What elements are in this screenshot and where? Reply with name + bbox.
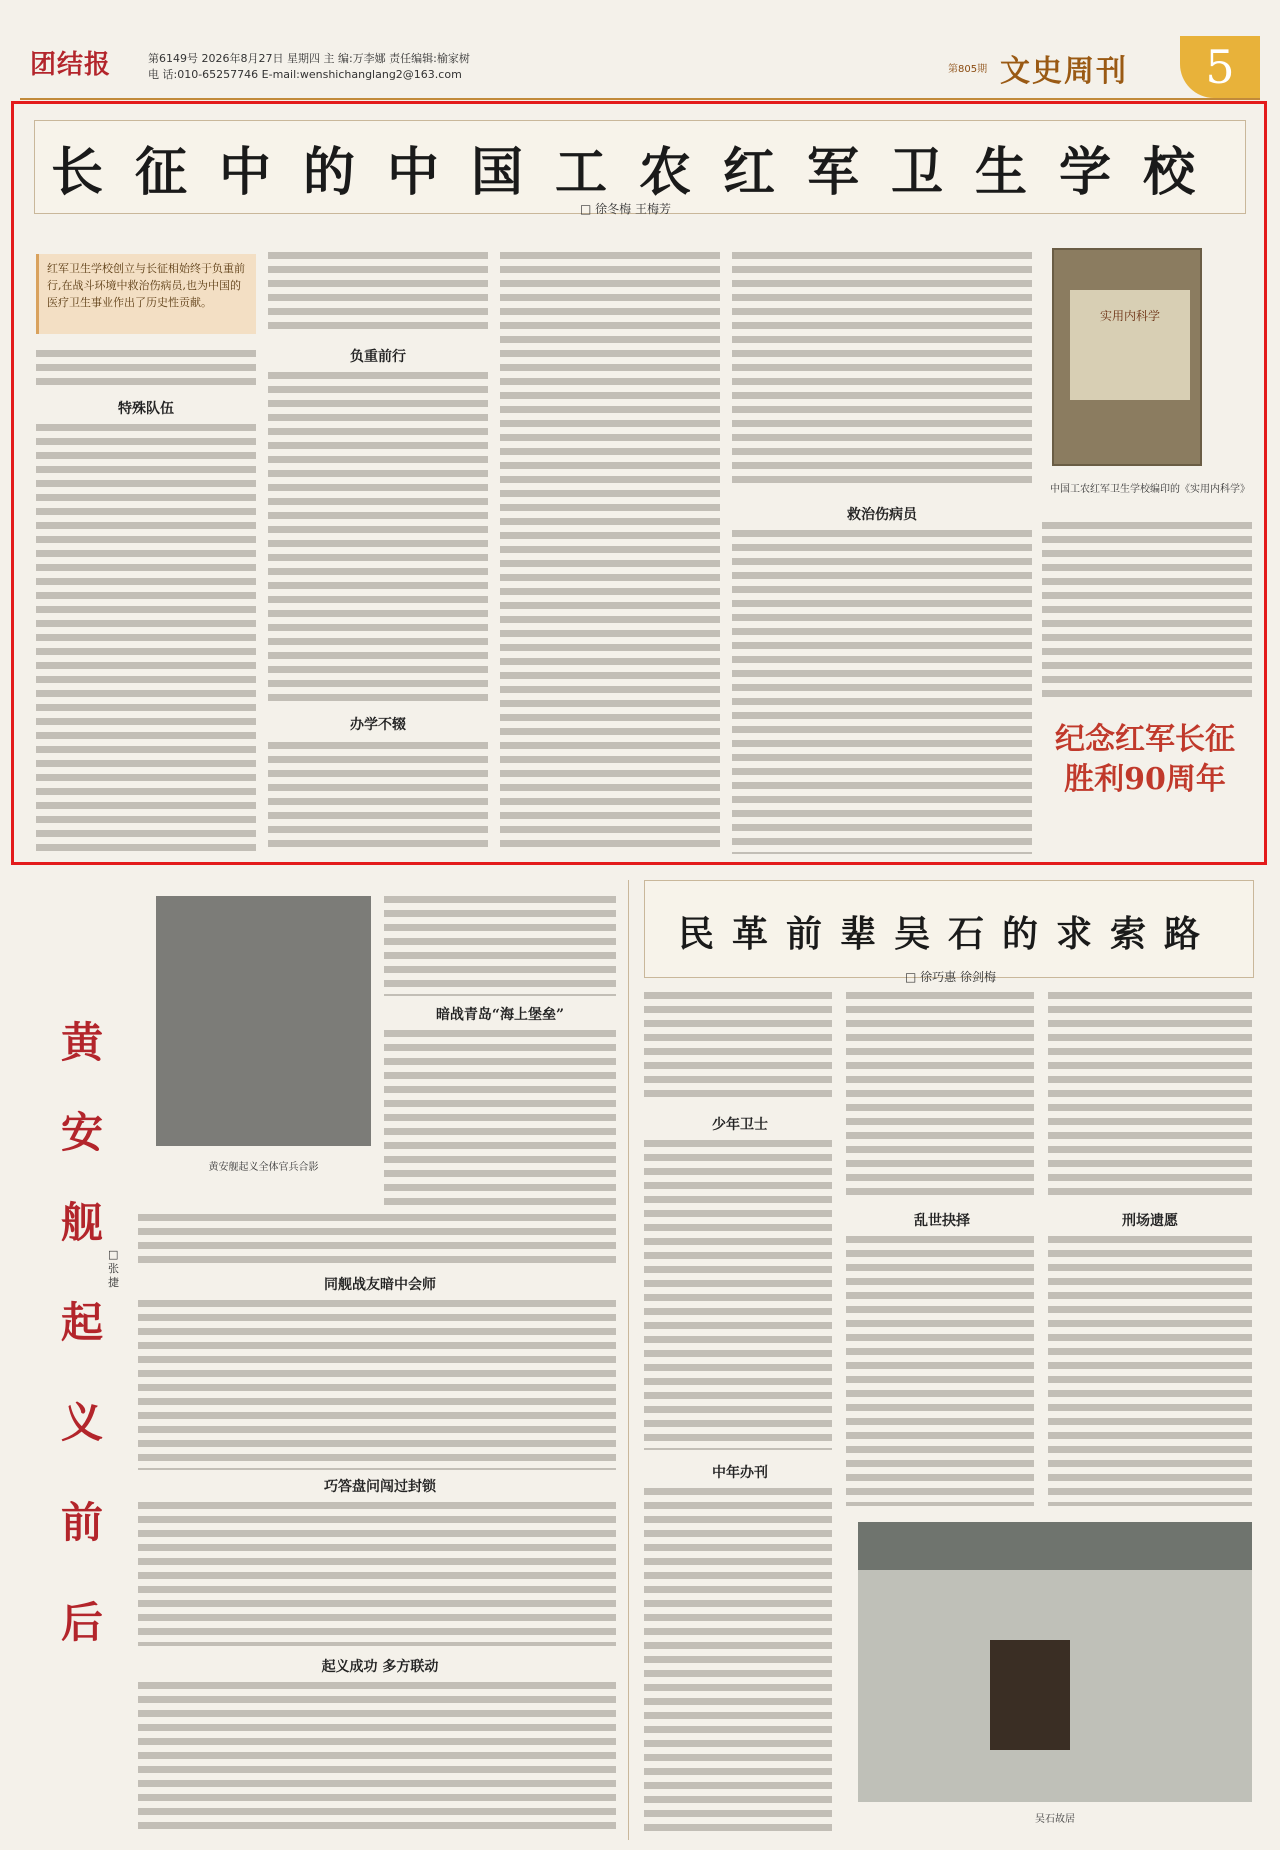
text-block [1048,1236,1252,1506]
group-photo [156,896,371,1146]
left-article-author: □张捷 [108,1248,119,1289]
top-article-headline: 长征中的中国工农红军卫生学校 [50,142,1227,203]
text-block [138,1300,616,1470]
text-block [384,1030,616,1210]
text-block [384,896,616,996]
side-title-char: 黄 [60,1018,103,1067]
subhead: 起义成功 多方联动 [321,1659,439,1675]
text-block [1042,522,1252,702]
side-title-char: 前 [60,1498,103,1547]
subhead: 办学不辍 [350,717,406,733]
text-block [138,1682,616,1832]
subhead: 同舰战友暗中会师 [324,1277,436,1293]
text-block [644,992,832,1104]
text-block [644,1488,832,1832]
subhead: 负重前行 [350,349,406,365]
text-block [268,742,488,854]
book-title-text: 实用内科学 [1099,309,1160,323]
text-block [268,372,488,704]
contact-meta: 电 话:010-65257746 E-mail:wenshichanglang2@163.com [148,68,462,81]
subhead: 特殊队伍 [118,401,174,417]
side-title-char: 安 [60,1108,103,1157]
group-photo-caption: 黄安舰起义全体官兵合影 [208,1162,319,1173]
text-block [846,992,1034,1198]
subhead: 少年卫士 [712,1117,768,1133]
text-block [138,1214,616,1264]
side-title-char: 起 [60,1298,103,1347]
text-block [732,530,1032,854]
page-number-badge: 5 [1180,36,1260,98]
text-block [36,424,256,854]
commemoration-line1: 纪念红军长征 [1055,722,1235,757]
subhead: 乱世抉择 [914,1213,970,1229]
side-title-char: 义 [60,1398,103,1447]
top-article-lead: 红军卫生学校创立与长征相始终于负重前行,在战斗环境中救治伤病员,也为中国的医疗卫生事业作出了历史性贡献。 [36,254,256,334]
edition-number: 第805期 [948,64,988,75]
column-divider [628,880,629,1840]
newspaper-logo: 团结报 [30,50,112,80]
subhead: 刑场遗愿 [1122,1213,1178,1229]
residence-roof [858,1522,1252,1570]
residence-photo-caption: 吴石故居 [1035,1814,1075,1825]
subhead: 中年办刊 [712,1465,768,1481]
subhead: 巧答盘问闯过封锁 [324,1479,436,1495]
right-article-byline: □ 徐巧惠 徐剑梅 [905,970,996,984]
side-title-char: 舰 [60,1198,103,1247]
top-article-byline: □ 徐冬梅 王梅芳 [580,202,671,216]
book-photo-caption: 中国工农红军卫生学校编印的《实用内科学》 [1050,484,1250,495]
section-title: 文史周刊 [1000,54,1128,89]
text-block [732,252,1032,488]
text-block [36,350,256,390]
text-block [138,1502,616,1646]
side-title-char: 后 [60,1598,103,1647]
commemoration-banner [1040,720,1250,800]
issue-meta: 第6149号 2026年8月27日 星期四 主 编:万李娜 责任编辑:榆家树 [148,52,470,65]
top-rule [20,98,1260,100]
right-article-headline: 民革前辈吴石的求索路 [677,913,1218,955]
text-block [644,1140,832,1450]
text-block [500,252,720,854]
text-block [268,252,488,334]
residence-door [990,1640,1070,1750]
commemoration-line2: 胜利90周年 [1064,762,1226,797]
text-block [1048,992,1252,1198]
subhead: 暗战青岛“海上堡垒” [435,1007,565,1023]
text-block [846,1236,1034,1506]
subhead: 救治伤病员 [847,507,917,523]
